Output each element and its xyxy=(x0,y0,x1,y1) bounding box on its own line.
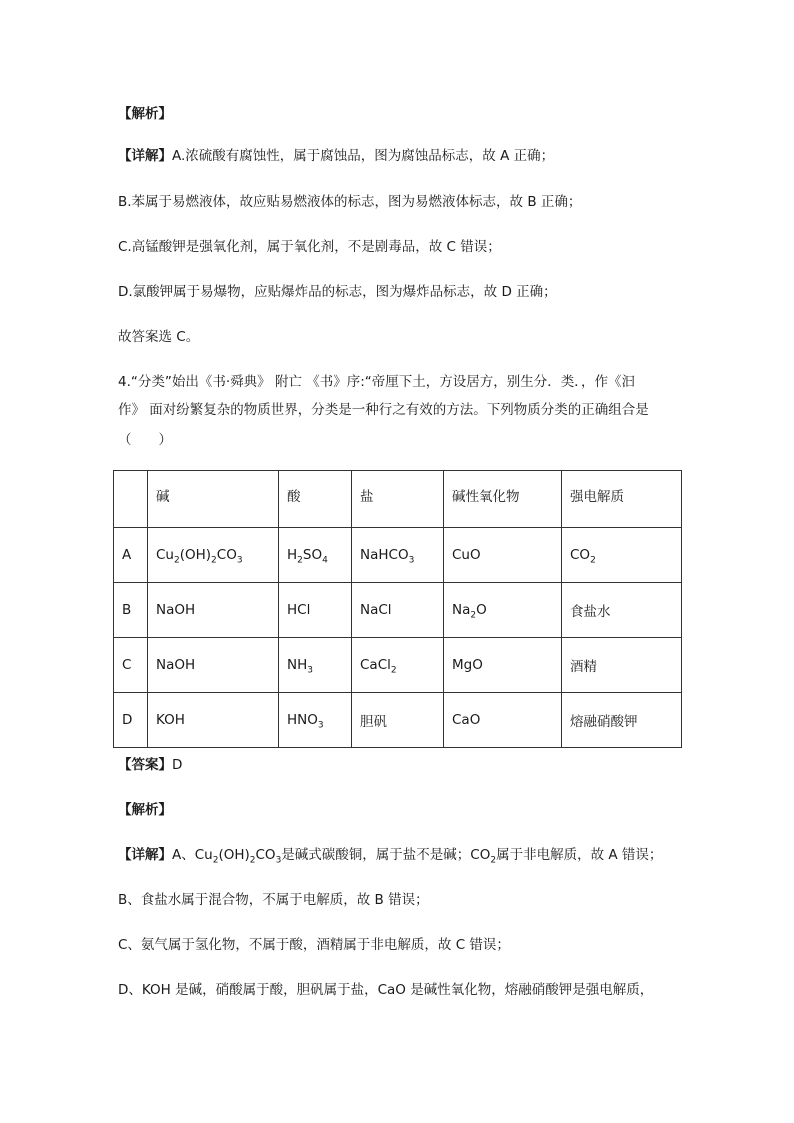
header-cell-salt: 盐 xyxy=(352,471,444,528)
header-cell-acid: 酸 xyxy=(279,471,352,528)
cell-base: NaOH xyxy=(148,638,279,693)
answer-line xyxy=(118,755,182,775)
cell-acid: $H_2SO_4$ xyxy=(279,528,352,583)
detail-label: 【详解】 xyxy=(118,148,172,164)
cell-oxide: CaO xyxy=(444,693,562,748)
analysis2-heading: 【解析】 xyxy=(118,802,172,818)
header-cell-basic-oxide: 碱性氧化物 xyxy=(444,471,562,528)
question-line-1: 4.“分类”始出《书·舜典》 附亡 《书》序:“帝厘下土，方设居方，别生分．类．，作《汩 xyxy=(118,374,636,390)
cell-oxide: $Na_2O$ xyxy=(444,583,562,638)
analysis-line-b: B.苯属于易燃液体，故应贴易燃液体的标志，图为易燃液体标志，故 B 正确； xyxy=(118,194,582,210)
cell-salt: NaCl xyxy=(352,583,444,638)
cell-salt: 胆矾 xyxy=(352,693,444,748)
header-cell-empty xyxy=(114,471,148,528)
cell-electrolyte: $CO_2$ xyxy=(562,528,682,583)
answer-label: 【答案】 xyxy=(118,757,172,773)
cell-base: KOH xyxy=(148,693,279,748)
cell-base: NaOH xyxy=(148,583,279,638)
row-label: A xyxy=(114,528,148,583)
analysis2-line-b: B、食盐水属于混合物，不属于电解质，故 B 错误； xyxy=(118,892,429,908)
cell-electrolyte: 食盐水 xyxy=(562,583,682,638)
cell-oxide: MgO xyxy=(444,638,562,693)
analysis-text-a: A.浓硫酸有腐蚀性，属于腐蚀品，图为腐蚀品标志，故 A 正确； xyxy=(172,148,555,164)
cell-acid: HCl xyxy=(279,583,352,638)
cell-oxide: CuO xyxy=(444,528,562,583)
cell-electrolyte: 熔融硝酸钾 xyxy=(562,693,682,748)
analysis-line-c: C.高锰酸钾是强氧化剂，属于氧化剂，不是剧毒品，故 C 错误； xyxy=(118,239,501,255)
cell-salt: CaCl$_2$ xyxy=(352,638,444,693)
analysis2-line-a: 【详解】A、$Cu_2(OH)_2CO_3$是碱式碳酸铜，属于盐不是碱；$CO_2$属于非电解质，故 A 错误； xyxy=(118,847,663,866)
question-line-3: （ ） xyxy=(118,432,172,448)
header-cell-strong-electrolyte: 强电解质 xyxy=(562,471,682,528)
analysis-line-d: D.氯酸钾属于易爆物，应贴爆炸品的标志，图为爆炸品标志，故 D 正确； xyxy=(118,284,557,300)
table-row xyxy=(114,583,682,638)
analysis2-line-c: C、氨气属于氢化物，不属于酸，酒精属于非电解质，故 C 错误； xyxy=(118,937,510,953)
cell-acid: $NH_3$ xyxy=(279,638,352,693)
analysis-line-a xyxy=(118,146,554,166)
question-line-2: 作》 面对纷繁复杂的物质世界，分类是一种行之有效的方法。下列物质分类的正确组合是 xyxy=(118,402,649,418)
analysis-heading: 【解析】 xyxy=(118,106,172,122)
header-cell-base: 碱 xyxy=(148,471,279,528)
cell-salt: NaHCO$_3$ xyxy=(352,528,444,583)
table-row xyxy=(114,528,682,583)
classification-table xyxy=(113,470,682,748)
table-header-row xyxy=(114,471,682,528)
table-row xyxy=(114,693,682,748)
row-label: C xyxy=(114,638,148,693)
analysis-conclusion: 故答案选 C。 xyxy=(118,329,200,345)
cell-electrolyte: 酒精 xyxy=(562,638,682,693)
row-label: D xyxy=(114,693,148,748)
detail2-label: 【详解】 xyxy=(118,847,172,863)
analysis2-line-d: D、KOH 是碱，硝酸属于酸，胆矾属于盐，CaO 是碱性氧化物，熔融硝酸钾是强电解质， xyxy=(118,982,654,998)
cell-acid: $HNO_3$ xyxy=(279,693,352,748)
table-row xyxy=(114,638,682,693)
answer-value: D xyxy=(172,757,183,773)
cell-base: $Cu_2(OH)_2CO_3$ xyxy=(148,528,279,583)
row-label: B xyxy=(114,583,148,638)
